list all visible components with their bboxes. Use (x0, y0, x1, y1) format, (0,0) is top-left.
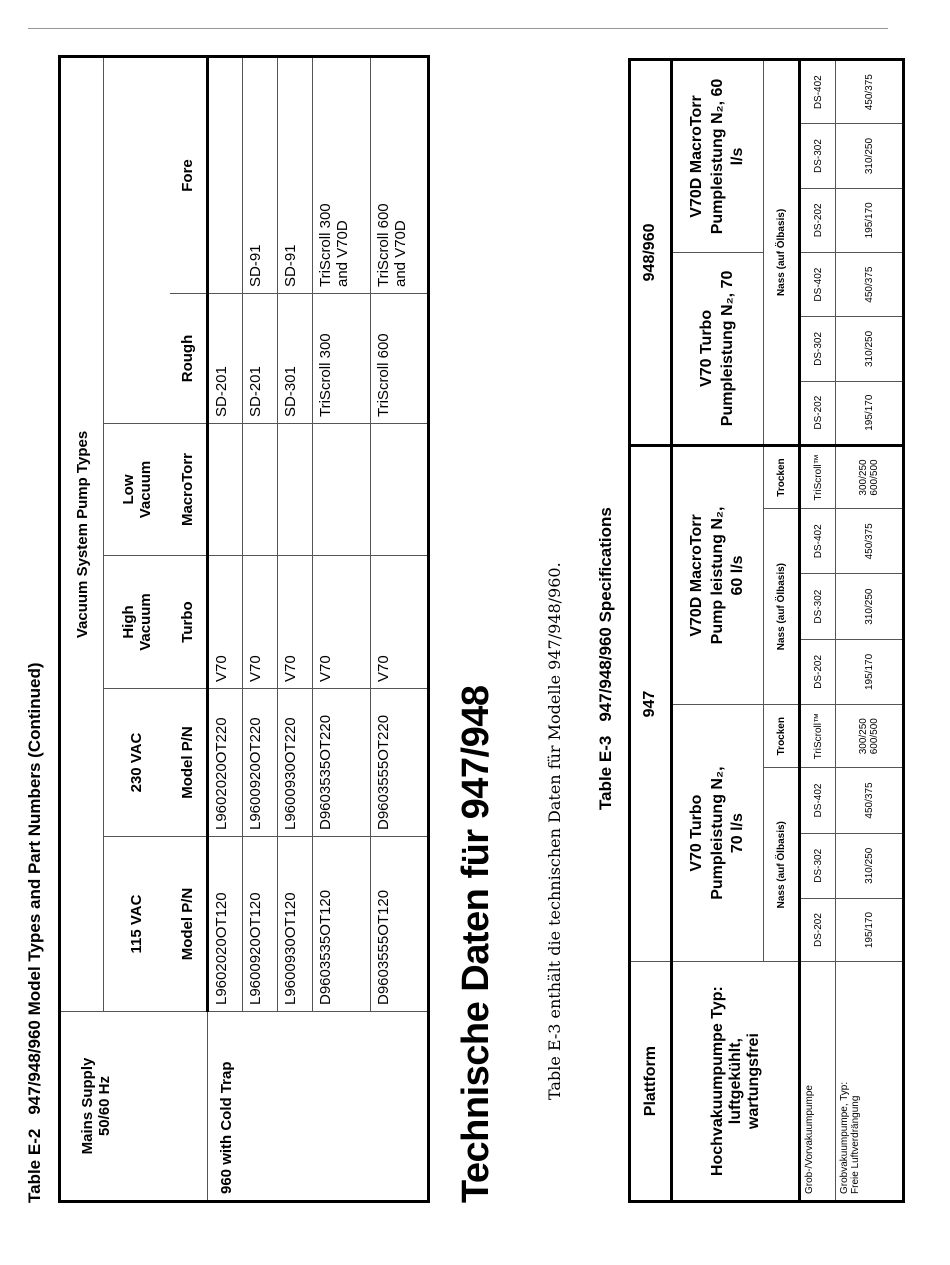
table-e3-caption (596, 507, 616, 810)
group-header-pump-types: Vacuum System Pump Types (60, 56, 104, 1011)
cell-p230: L9602020OT220 (208, 689, 243, 837)
cell-turbo: V70 (313, 556, 371, 689)
cell-turbo: V70 (243, 556, 278, 689)
col-header-empty (104, 56, 170, 423)
col-header-mains: Mains Supply 50/60 Hz (60, 1012, 208, 1202)
col-header-115vac: 115 VAC (104, 837, 170, 1012)
cell-turbo: V70 (371, 556, 429, 689)
table-e2-caption-num: Table E-2 (25, 1128, 44, 1203)
table-e3-caption-num: Table E-3 (596, 735, 615, 810)
table-e3-caption-title: 947/948/960 Specifications (596, 507, 615, 722)
v70-turbo-947: V70 Turbo Pumpleistung N₂, 70 l/s (672, 705, 764, 962)
cell-fore: TriScroll 600 and V70D (371, 56, 429, 293)
hochvakuumpumpe-label: Hochvakuumpumpe Typ: luftgekühlt, wartungsfrei (672, 962, 800, 1202)
trocken-label: Trocken (764, 705, 800, 768)
cell-rough: SD-201 (243, 294, 278, 424)
cell-p115: D9603535OT120 (313, 837, 371, 1012)
cell-fore (208, 56, 243, 293)
cell-rough: TriScroll 600 (371, 294, 429, 424)
pump-name: DS-302 (800, 574, 836, 639)
cell-rough: SD-201 (208, 294, 243, 424)
cell-rough: SD-301 (278, 294, 313, 424)
cell-p115: L9600930OT120 (278, 837, 313, 1012)
grob-vorvakuumpumpe-label: Grob-/Vorvakuumpumpe (800, 962, 836, 1202)
pump-value: 310/250 (836, 317, 904, 381)
cell-fore: TriScroll 300 and V70D (313, 56, 371, 293)
table-row (208, 56, 243, 1201)
cell-p230: L9600920OT220 (243, 689, 278, 837)
pump-name: DS-202 (800, 381, 836, 445)
table-e2 (58, 55, 430, 1203)
row-label-960-cold-trap: 960 with Cold Trap (208, 1012, 429, 1202)
col-header-high-vacuum: High Vacuum (104, 556, 170, 689)
cell-p115: L9602020OT120 (208, 837, 243, 1012)
grobvakuumpumpe-label: Grobvakuumpumpe, Typ: Freie Luftverdrängung (836, 962, 904, 1202)
intro-paragraph: Table E-3 enthält die technischen Daten für Modelle 947/948/960. (545, 562, 564, 1100)
pump-value: 450/375 (836, 509, 904, 574)
cell-p230: D9603535OT220 (313, 689, 371, 837)
cell-rough: TriScroll 300 (313, 294, 371, 424)
cell-p115: L9600920OT120 (243, 837, 278, 1012)
pump-name: TriScroll™ (800, 445, 836, 508)
col-header-low-vacuum: Low Vacuum (104, 424, 170, 556)
pump-name: DS-302 (800, 124, 836, 188)
pump-value: 310/250 (836, 833, 904, 898)
cell-macrotorr (278, 424, 313, 556)
pump-value: 310/250 (836, 574, 904, 639)
cell-macrotorr (313, 424, 371, 556)
table-row (800, 60, 836, 1202)
pump-value: 450/375 (836, 252, 904, 316)
trocken-label: Trocken (764, 445, 800, 508)
plattform-label: Plattform (630, 962, 672, 1202)
v70d-macrotorr-948: V70D MacroTorr Pumpleistung N₂, 60 l/s (672, 60, 764, 253)
cell-macrotorr (243, 424, 278, 556)
pump-name: TriScroll™ (800, 705, 836, 768)
nass-label: Nass (auf Ölbasis) (764, 768, 800, 962)
sub-header-fore: Fore (170, 56, 208, 293)
sub-header-rough: Rough (170, 294, 208, 424)
pump-value: 300/250 600/500 (836, 705, 904, 768)
pump-name: DS-202 (800, 639, 836, 704)
cell-turbo: V70 (208, 556, 243, 689)
sub-header-model-pn-115: Model P/N (170, 837, 208, 1012)
cell-p230: D9603555OT220 (371, 689, 429, 837)
pump-name: DS-202 (800, 188, 836, 252)
col-header-230vac: 230 VAC (104, 689, 170, 837)
pump-value: 195/170 (836, 188, 904, 252)
cell-macrotorr (208, 424, 243, 556)
v70d-macrotorr-947: V70D MacroTorr Pump leistung N₂, 60 l/s (672, 445, 764, 704)
platform-947: 947 (630, 445, 672, 961)
cell-fore: SD-91 (243, 56, 278, 293)
table-e2-caption (25, 662, 45, 1203)
pump-value: 195/170 (836, 898, 904, 961)
sub-header-turbo: Turbo (170, 556, 208, 689)
sub-header-macrotorr: MacroTorr (170, 424, 208, 556)
cell-p230: L9600930OT220 (278, 689, 313, 837)
section-title: Technische Daten für 947/948 (455, 685, 497, 1203)
platform-948-960: 948/960 (630, 60, 672, 446)
pump-name: DS-302 (800, 833, 836, 898)
nass-label: Nass (auf Ölbasis) (764, 60, 800, 446)
pump-name: DS-302 (800, 317, 836, 381)
pump-value: 195/170 (836, 381, 904, 445)
table-e2-caption-title: 947/948/960 Model Types and Part Numbers (Continued) (25, 662, 44, 1115)
pump-name: DS-402 (800, 60, 836, 124)
pump-value: 310/250 (836, 124, 904, 188)
pump-name: DS-202 (800, 898, 836, 961)
pump-value: 450/375 (836, 768, 904, 833)
pump-name: DS-402 (800, 509, 836, 574)
cell-turbo: V70 (278, 556, 313, 689)
nass-label: Nass (auf Ölbasis) (764, 509, 800, 705)
cell-fore: SD-91 (278, 56, 313, 293)
pump-name: DS-402 (800, 768, 836, 833)
sub-header-model-pn-230: Model P/N (170, 689, 208, 837)
table-e3 (628, 58, 905, 1203)
v70-turbo-948: V70 Turbo Pumpleistung N₂, 70 (672, 252, 764, 445)
cell-p115: D9603555OT120 (371, 837, 429, 1012)
pump-value: 450/375 (836, 60, 904, 124)
pump-value: 300/250 600/500 (836, 445, 904, 508)
pump-name: DS-402 (800, 252, 836, 316)
table-row (836, 60, 904, 1202)
cell-macrotorr (371, 424, 429, 556)
pump-value: 195/170 (836, 639, 904, 704)
